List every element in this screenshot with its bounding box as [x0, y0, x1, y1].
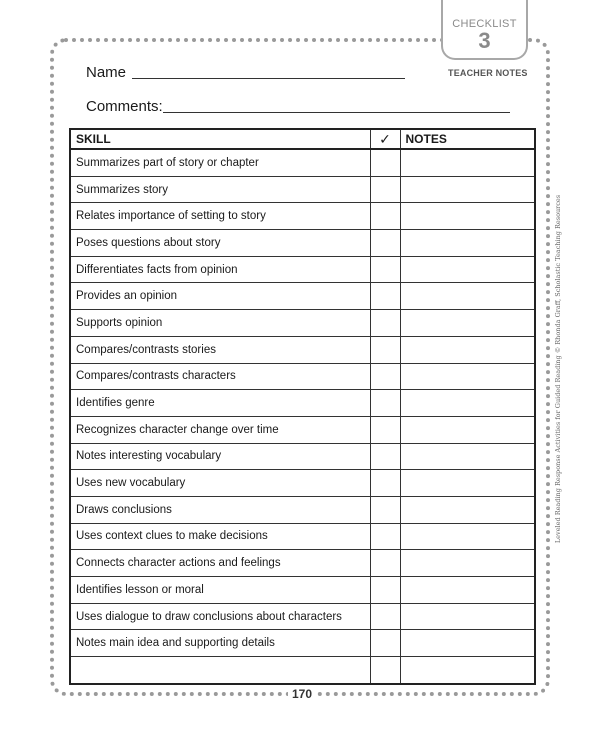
check-cell[interactable]: [370, 416, 400, 443]
check-header: ✓: [370, 129, 400, 149]
notes-cell[interactable]: [400, 630, 535, 657]
notes-cell[interactable]: [400, 203, 535, 230]
skill-cell[interactable]: [70, 657, 370, 684]
skill-cell: Differentiates facts from opinion: [70, 256, 370, 283]
notes-cell[interactable]: [400, 657, 535, 684]
table-row: [70, 256, 535, 283]
check-cell[interactable]: [370, 363, 400, 390]
skill-cell: Summarizes part of story or chapter: [70, 149, 370, 176]
table-row: [70, 657, 535, 684]
table-header-row: [70, 129, 535, 149]
page-number: 170: [288, 687, 316, 701]
skill-cell: Uses context clues to make decisions: [70, 523, 370, 550]
check-cell[interactable]: [370, 283, 400, 310]
notes-cell[interactable]: [400, 416, 535, 443]
check-cell[interactable]: [370, 336, 400, 363]
table-row: [70, 230, 535, 257]
check-cell[interactable]: [370, 230, 400, 257]
check-cell[interactable]: [370, 176, 400, 203]
skill-cell: Compares/contrasts stories: [70, 336, 370, 363]
comments-field[interactable]: [163, 112, 510, 113]
check-cell[interactable]: [370, 496, 400, 523]
check-cell[interactable]: [370, 470, 400, 497]
check-cell[interactable]: [370, 310, 400, 337]
table-row: [70, 363, 535, 390]
copyright-side-text: Leveled Reading Response Activities for Guided Reading © Rhonda Graff, Scholastic Teaching Resources: [554, 194, 562, 544]
notes-cell[interactable]: [400, 523, 535, 550]
notes-header: NOTES: [400, 129, 535, 149]
comments-label: Comments:: [86, 98, 163, 115]
table-row: [70, 550, 535, 577]
table-row: [70, 203, 535, 230]
notes-cell[interactable]: [400, 443, 535, 470]
notes-cell[interactable]: [400, 230, 535, 257]
skill-cell: Provides an opinion: [70, 283, 370, 310]
notes-cell[interactable]: [400, 390, 535, 417]
checklist-label: CHECKLIST: [452, 18, 517, 30]
checklist-tab: [441, 0, 528, 60]
notes-cell[interactable]: [400, 470, 535, 497]
teacher-notes-label: TEACHER NOTES: [448, 68, 528, 78]
skill-cell: Compares/contrasts characters: [70, 363, 370, 390]
check-cell[interactable]: [370, 390, 400, 417]
notes-cell[interactable]: [400, 496, 535, 523]
skill-cell: Uses dialogue to draw conclusions about characters: [70, 603, 370, 630]
skill-cell: Uses new vocabulary: [70, 470, 370, 497]
table-row: [70, 310, 535, 337]
table-row: [70, 630, 535, 657]
table-row: [70, 149, 535, 176]
notes-cell[interactable]: [400, 363, 535, 390]
notes-cell[interactable]: [400, 149, 535, 176]
table-row: [70, 443, 535, 470]
checklist-number: 3: [478, 28, 491, 53]
check-cell[interactable]: [370, 523, 400, 550]
check-cell[interactable]: [370, 256, 400, 283]
notes-cell[interactable]: [400, 176, 535, 203]
notes-cell[interactable]: [400, 256, 535, 283]
skill-cell: Notes main idea and supporting details: [70, 630, 370, 657]
table-row: [70, 336, 535, 363]
notes-cell[interactable]: [400, 283, 535, 310]
skill-cell: Identifies lesson or moral: [70, 577, 370, 604]
table-row: [70, 496, 535, 523]
check-cell[interactable]: [370, 550, 400, 577]
name-field[interactable]: [132, 78, 405, 79]
check-cell[interactable]: [370, 443, 400, 470]
table-row: [70, 577, 535, 604]
skill-cell: Summarizes story: [70, 176, 370, 203]
notes-cell[interactable]: [400, 603, 535, 630]
skill-cell: Draws conclusions: [70, 496, 370, 523]
notes-cell[interactable]: [400, 336, 535, 363]
check-cell[interactable]: [370, 149, 400, 176]
skill-cell: Relates importance of setting to story: [70, 203, 370, 230]
skill-cell: Identifies genre: [70, 390, 370, 417]
check-cell[interactable]: [370, 657, 400, 684]
skill-cell: Connects character actions and feelings: [70, 550, 370, 577]
check-cell[interactable]: [370, 577, 400, 604]
table-row: [70, 176, 535, 203]
table-row: [70, 523, 535, 550]
check-cell[interactable]: [370, 603, 400, 630]
table-row: [70, 390, 535, 417]
notes-cell[interactable]: [400, 310, 535, 337]
skill-cell: Supports opinion: [70, 310, 370, 337]
notes-cell[interactable]: [400, 577, 535, 604]
table-row: [70, 283, 535, 310]
skill-cell: Recognizes character change over time: [70, 416, 370, 443]
skill-cell: Notes interesting vocabulary: [70, 443, 370, 470]
skill-cell: Poses questions about story: [70, 230, 370, 257]
check-cell[interactable]: [370, 630, 400, 657]
table-row: [70, 416, 535, 443]
notes-cell[interactable]: [400, 550, 535, 577]
table-row: [70, 603, 535, 630]
skill-header: SKILL: [70, 129, 370, 149]
table-row: [70, 470, 535, 497]
name-label: Name: [86, 64, 127, 81]
skills-table: [69, 128, 536, 685]
check-cell[interactable]: [370, 203, 400, 230]
